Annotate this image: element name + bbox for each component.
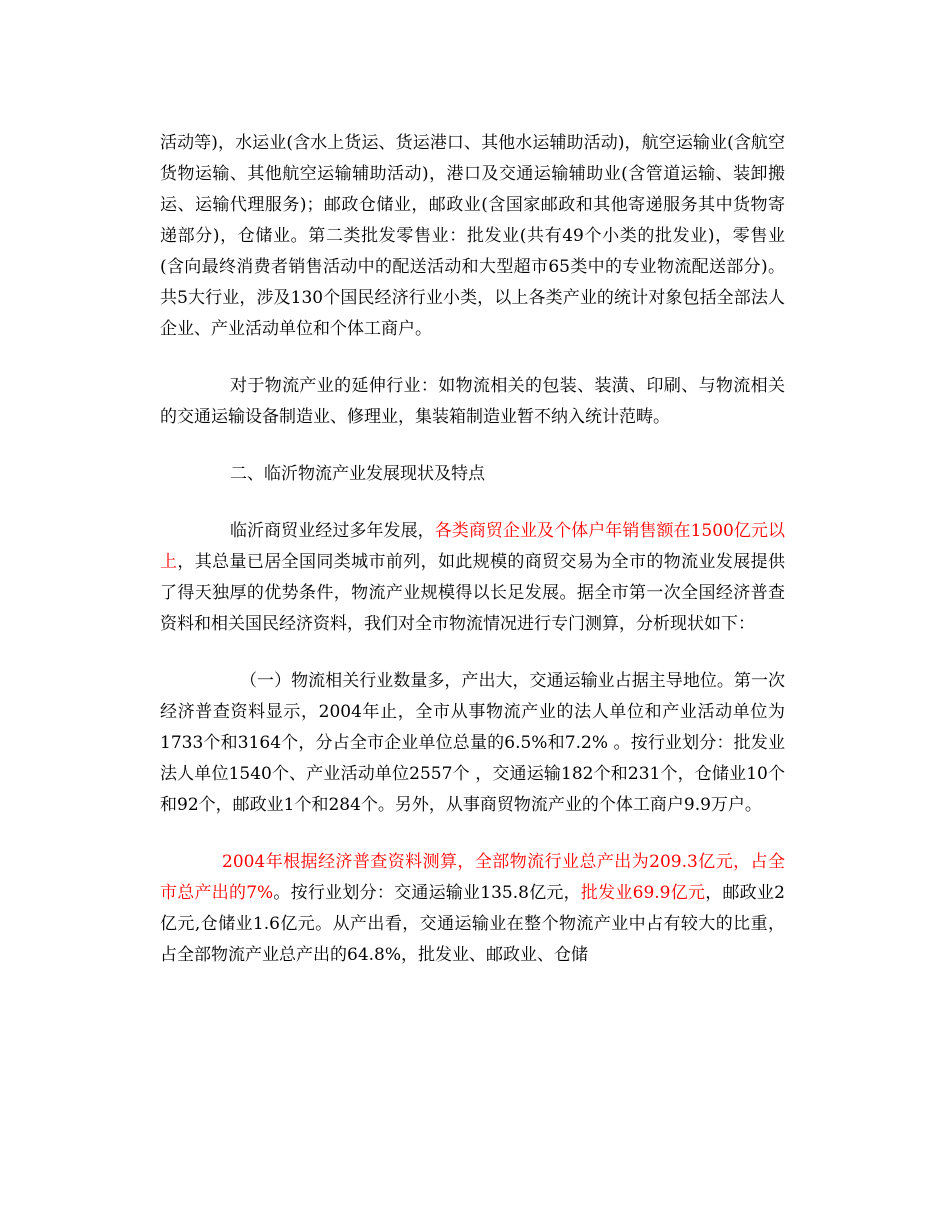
document-body [160, 128, 785, 997]
highlighted-text: 批发业69.9亿元 [580, 883, 706, 903]
paragraph-trade-overview [160, 516, 785, 640]
paragraph-text: 。按行业划分：交通运输业135.8亿元， [273, 883, 581, 903]
paragraph-industry-count [160, 666, 785, 821]
heading-text: 二、临沂物流产业发展现状及特点 [230, 464, 485, 484]
paragraph-text: 临沂商贸业经过多年发展， [230, 521, 435, 541]
paragraph-text: ，其总量已居全国同类城市前列，如此规模的商贸交易为全市的物流业发展提供了得天独厚的优势条件，物流产业规模得以长足发展。据全市第一次全国经济普查资料和相关国民经济资料，我们对全市物流情况进行专门测算，分析现状如下： [160, 552, 786, 634]
paragraph-text: ，邮政业2亿元,仓储业1.6亿元。从产出看，交通运输业在整个物流产业中占有较大的比重，占全部物流产业总产出的64.8%，批发业、邮政业、仓储 [160, 883, 785, 965]
paragraph-text: 活动等)，水运业(含水上货运、货运港口、其他水运辅助活动)，航空运输业(含航空货物运输、其他航空运输辅助活动)，港口及交通运输辅助业(含管道运输、装卸搬运、运输代理服务)；邮政仓储业，邮政业(含国家邮政和其他寄递服务其中货物寄递部分)，仓储业。第二类批发零售业：批发业(共有49个小类的批发业)，零售业(含向最终消费者销售活动中的配送活动和大型超市65类中的专业物流配送部分)。共5大行业，涉及130个国民经济行业小类，以上各类产业的统计对象包括全部法人企业、产业活动单位和个体工商户。 [160, 133, 785, 339]
highlighted-text: 各类商贸企业及个体户年销售额在1500亿元以上 [160, 521, 786, 572]
paragraph-industry-scope [160, 128, 785, 345]
section-heading [160, 459, 785, 490]
paragraph-output [160, 847, 785, 971]
paragraph-text: （一）物流相关行业数量多，产出大，交通运输业占据主导地位。第一次经济普查资料显示，2004年止，全市从事物流产业的法人单位和产业活动单位为1733个和3164个，分占全市企业单位总量的6.5%和7.2% 。按行业划分：批发业法人单位1540个、产业活动单位2557个 ，交通运输182个和231个，仓储业10个和92个，邮政业1个和284个。另外，从事商贸物流产业的个体工商户9.9万户。 [160, 671, 785, 815]
highlighted-text: 2004年根据经济普查资料测算，全部物流行业总产出为209.3亿元，占全市总产出的7% [160, 852, 785, 903]
paragraph-extended-industries [160, 371, 785, 433]
paragraph-text: 对于物流产业的延伸行业：如物流相关的包装、装潢、印刷、与物流相关的交通运输设备制造业、修理业，集装箱制造业暂不纳入统计范畴。 [160, 376, 785, 427]
